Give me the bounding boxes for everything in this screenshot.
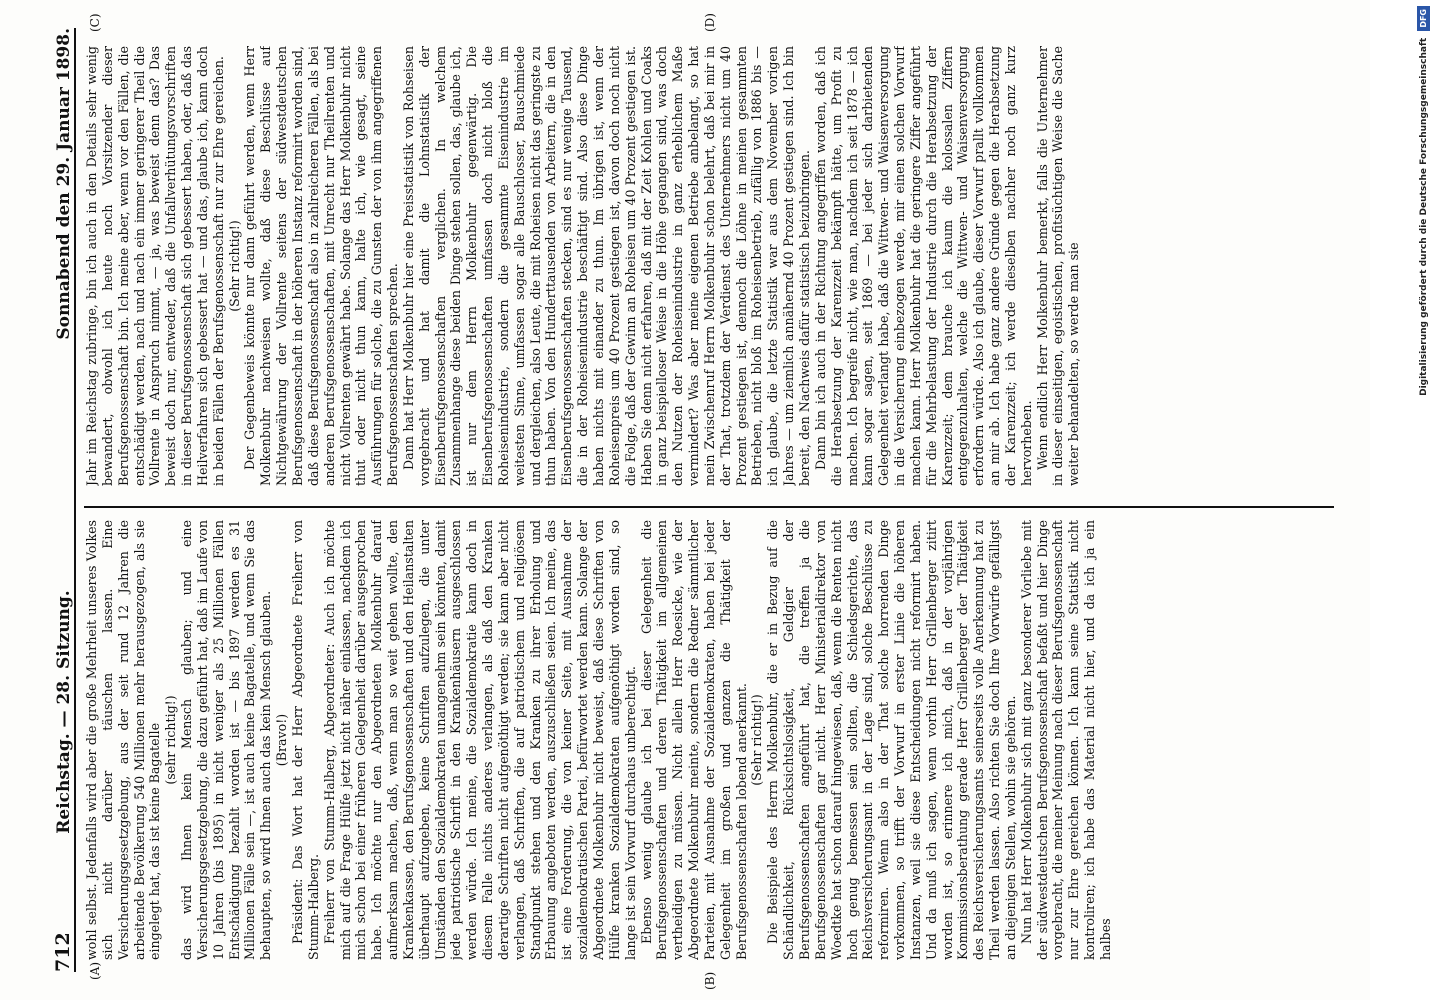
paragraph: Nun hat Herr Molkenbuhr sich mit ganz besonderer Vorliebe mit der südwestdeutschen Berufsgenossenschaft befaßt und hier Dinge vorgebracht, die meiner Meinung nach dieser Berufsgenossenschaft nur zur Ehre gereichen können. Ich kann seine Statistik nicht kontroliren; ich habe das Material nicht hier, und da ich ja ein halbes (1018, 520, 1113, 960)
interjection: (sehr richtig!) (163, 695, 179, 785)
right-column (84, 46, 1334, 486)
digitization-credit (1410, 0, 1434, 1000)
column-divider (84, 506, 1334, 508)
paragraph: Dann hat Herr Molkenbuhr hier eine Preisstatistik von Rohseisen vorgebracht und hat damit die Lohnstatistik der Eisenberufsgenossenschaften verglichen. In welchem Zusammenhange diese beiden Dinge stehen sollen, das, glaube ich, ist nur dem Herrn Molkenbuhr gegenwärtig. Die Eisenberufsgenossenschaften umfassen doch nicht bloß die Roheisenindustrie, sondern die gesammte Eisenindustrie im weitesten Sinne, umfassen sogar alle Bauschlosser, Bauschmiede und dergleichen, also Leute, die mit Roheisen nicht das geringste zu thun haben. Von den Hunderttausenden von Arbeitern, die in den Eisenberufsgenossenschaften stecken, sind es nur wenige Tausend, die in der Roheisenindustrie beschäftigt sind. Also diese Dinge haben nichts mit einander zu thun. Im übrigen ist, wenn der Roheisenpreis um 40 Prozent gestiegen ist, davon doch noch nicht die Folge, daß der Gewinn an Roheisen um 40 Prozent gestiegen ist. Haben Sie denn nicht erfahren, daß mit der Zeit Kohlen und Coaks in ganz beispielloser Weise in die Höhe gegangen sind, was doch den Nutzen der Roheisenindustrie in ganz erheblichem Maße vermindert? Was aber meine eigenen Betriebe anbelangt, so hat mein Zwischenruf Herrn Molkenbuhr schon belehrt, daß bei mir in der That, trotzdem der Verdienst des Unternehmers nicht um 40 Prozent gestiegen ist, dennoch die Löhne in meinen gesammten Betrieben, nicht bloß im Roheisenbetrieb, zufällig von 1886 bis — ich glaube, die letzte Statistik war aus dem November vorigen Jahres — um ziemlich annähernd 40 Prozent gestiegen sind. Ich bin bereit, den Nachweis dafür statistisch beizubringen. (400, 46, 812, 486)
paragraph: Der Gegenbeweis könnte nur dann geführt werden, wenn Herr Molkenbuhr nachweisen wollte, daß diese Beschlüsse auf Nichtgewährung der Vollrente seitens der südwestdeutschen Berufsgenossenschaft in der höheren Instanz reformirt worden sind, daß diese Berufsgenossenschaft also in zahlreicheren Fällen, als bei anderen Berufsgenossenschaften, mit Unrecht nur Theilrenten und nicht Vollrenten gewährt habe. Solange das Herr Molkenbuhr nicht thut oder nicht thun kann, halte ich, wie gesagt, seine Ausführungen für solche, die zu Gunsten der von ihm angegriffenen Berufsgenossenschaften sprechen. (242, 46, 401, 486)
margin-marker-d: (D) (703, 13, 717, 32)
interjection: (Sehr richtig!) (226, 220, 242, 312)
left-column (84, 520, 1334, 960)
running-title: Reichstag. — 28. Sitzung. (54, 590, 74, 834)
paragraph: Wenn endlich Herr Molkenbuhr bemerkt, falls die Unternehmer in dieser einseitigen, egoistischen, profitsüchtigen Weise die Sache weiter behandelten, so werde man sie (1034, 46, 1082, 486)
interjection: (Sehr richtig!) (749, 694, 765, 786)
paragraph: Ebenso wenig glaube ich bei dieser Gelegenheit die Berufsgenossenschaften und deren Thätigkeit im allgemeinen vertheidigen zu müssen. Nicht allein Herr Roesicke, wie der Abgeordnete Molkenbuhr meinte, sondern die Redner sämmtlicher Parteien, mit Ausnahme der Sozialdemokraten, haben bei jeder Gelegenheit im großen und ganzen die Thätigkeit der Berufsgenossenschaften lobend anerkannt. (638, 520, 749, 960)
paragraph: Präsident: Das Wort hat der Herr Abgeordnete Freiherr von Stumm-Halberg. (289, 520, 321, 960)
credit-text: Digitalisierung gefördert durch die Deutsche Forschungsgemeinschaft (1419, 37, 1429, 396)
margin-marker-a: (A) (88, 961, 102, 980)
session-date: Sonnabend den 29. Januar 1898. (54, 28, 74, 340)
paragraph: Dann bin ich auch in der Richtung angegriffen worden, daß ich die Herabsetzung der Karenzzeit bekämpft hätte, um Profit zu machen. Ich begreife nicht, wie man, nachdem ich seit 1878 — ich kann sogar sagen, seit 1869 — bei jeder sich darbietenden Gelegenheit verlangt habe, daß die Wittwen- und Waisenversorgung in die Versicherung einbezogen werde, mir einen solchen Vorwurf machen kann. Herr Molkenbuhr hat die geringere Ziffer angeführt für die Mehrbelastung der Industrie durch die Herabsetzung der Karenzzeit; dem brauche ich kaum die kolossalen Ziffern entgegenzuhalten, welche die Wittwen- und Waisenversorgung erfordern würde. Also ich glaube, dieser Vorwurf prallt vollkommen an mir ab. Ich habe ganz andere Gründe gegen die Herabsetzung der Karenzzeit; ich werde dieselben nachher noch ganz kurz hervorheben. (812, 46, 1034, 486)
paragraph: das wird Ihnen kein Mensch glauben; und eine Versicherungsgesetzgebung, die dazu geführt hat, daß im Laufe von 10 Jahren (bis 1895) in nicht weniger als 25 Millionen Fällen Entschädigung bezahlt worden ist — bis 1897 werden es 31 Millionen Fälle sein —, ist auch keine Bagatelle, und wenn Sie das behaupten, so wird Ihnen auch das kein Mensch glauben. (179, 520, 274, 960)
paragraph: Freiherr von Stumm-Halberg, Abgeordneter: Auch ich möchte mich auf die Frage Hülfe jetzt nicht näher einlassen, nachdem ich mich schon bei einer früheren Gelegenheit darüber ausgesprochen habe. Ich möchte nur den Abgeordneten Molkenbuhr darauf aufmerksam machen, daß, wenn man so weit gehen wollte, den Krankenkassen, den Berufsgenossenschaften und den Heilanstalten überhaupt aufzugeben, keine Schriften aufzulegen, die unter Umständen den Sozialdemokraten unangenehm sein könnten, damit jede patriotische Schrift in den Krankenhäusern ausgeschlossen werden würde. Ich meine, die Sozialdemokratie kann doch in diesem Falle nichts anderes verlangen, als daß den Kranken derartige Schriften nicht aufgenöthigt werden; sie kann aber nicht verlangen, daß Schriften, die auf patriotischem und religiösem Standpunkt stehen und den Kranken zu ihrer Erholung und Erbauung angeboten werden, auszuschließen seien. Ich meine, das ist eine Forderung, die von keiner Seite, mit Ausnahme der sozialdemokratischen Partei, befürwortet werden kann. Solange der Abgeordnete Molkenbuhr nicht beweist, daß diese Schriften von Hülfe kranken Sozialdemokraten aufgenöthigt worden sind, so lange ist sein Vorwurf durchaus unberechtigt. (321, 520, 638, 960)
margin-marker-b: (B) (703, 971, 717, 990)
paragraph: Jahr im Reichstag zubringe, bin ich auch in den Details sehr wenig bewandert, obwohl ich heute noch Vorsitzender dieser Berufsgenossenschaft bin. Ich meine aber, wenn vor den Fällen, die entschädigt werden, nach und nach ein immer geringerer Theil die Vollrente in Anspruch nimmt, — ja, was beweist denn das? Das beweist doch nur, entweder, daß die Unfallverhütungsvorschriften in dieser Berufsgenossenschaft sich gebessert haben, oder, daß das Heilverfahren sich gebessert hat — und das, glaube ich, kann doch in beiden Fällen der Berufsgenossenschaft nur zur Ehre gereichen. (84, 46, 226, 486)
dfg-logo: DFG (1417, 6, 1430, 31)
paragraph: Die Beispiele des Herrn Molkenbuhr, die er in Bezug auf die Schändlichkeit, Rücksichtslosigkeit, Geldgier der Berufsgenossenschaften angeführt hat, die treffen ja die Berufsgenossenschaften gar nicht. Herr Ministerialdirektor von Woedtke hat schon darauf hingewiesen, daß, wenn die Renten nicht hoch genug bemessen sein sollten, die Schiedsgerichte, das Reichsversicherungsamt in der Lage sind, solche Beschlüsse zu reformiren. Wenn also in der That solche horrenden Dinge vorkommen, so trifft der Vorwurf in erster Linie die höheren Instanzen, weil sie diese Entscheidungen nicht reformirt haben. Und da muß ich sagen, wenn vorhin Herr Grillenberger zitirt worden ist, so erinnere ich mich, daß in der vorjährigen Kommissionsberathung gerade Herr Grillenberger der Thätigkeit des Reichsversicherungsamts seinerseits volle Anerkennung hat zu Theil werden lassen. Also richten Sie doch Ihre Vorwürfe gefälligst an diejenigen Stellen, wohin sie gehören. (765, 520, 1018, 960)
page-number: 712 (52, 932, 74, 972)
paragraph: wohl selbst. Jedenfalls wird aber die große Mehrheit unseres Volkes sich nicht darüber täuschen lassen. Eine Versicherungsgesetzgebung, aus der seit rund 12 Jahren die arbeitende Bevölkerung 540 Millionen mehr herausgezogen, als sie eingelegt hat, das ist keine Bagatelle (84, 520, 163, 960)
page-header (40, 28, 76, 972)
margin-marker-c: (C) (88, 13, 102, 32)
interjection: (Bravo!) (274, 713, 290, 767)
